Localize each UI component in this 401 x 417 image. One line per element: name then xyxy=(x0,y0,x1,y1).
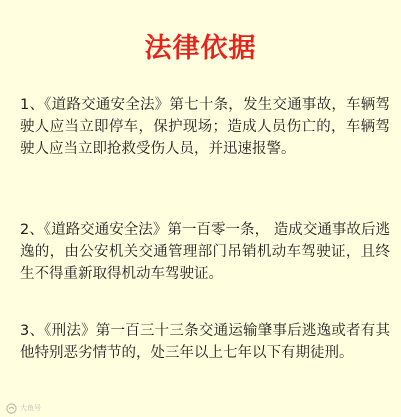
page-title: 法律依据 xyxy=(144,33,257,64)
watermark-logo-icon xyxy=(6,403,17,414)
law-item-1: 1、《道路交通安全法》第七十条，发生交通事故，车辆驾驶人应当立即停车，保护现场；造成人员伤亡的，车辆驾驶人应当立即抢救受伤人员，并迅速报警。 xyxy=(20,97,390,157)
law-item-3: 3、《刑法》第一百三十三条交通运输肇事后逃逸或者有其他特别恶劣情节的，处三年以上七年以下有期徒刑。 xyxy=(20,323,390,361)
law-item-2: 2、《道路交通安全法》第一百零一条， 造成交通事故后逃逸的，由公安机关交通管理部门吊销机动车驾驶证，且终生不得重新取得机动车驾驶证。 xyxy=(20,222,390,282)
watermark-text: 大鱼号 xyxy=(20,404,41,412)
watermark xyxy=(6,402,41,414)
